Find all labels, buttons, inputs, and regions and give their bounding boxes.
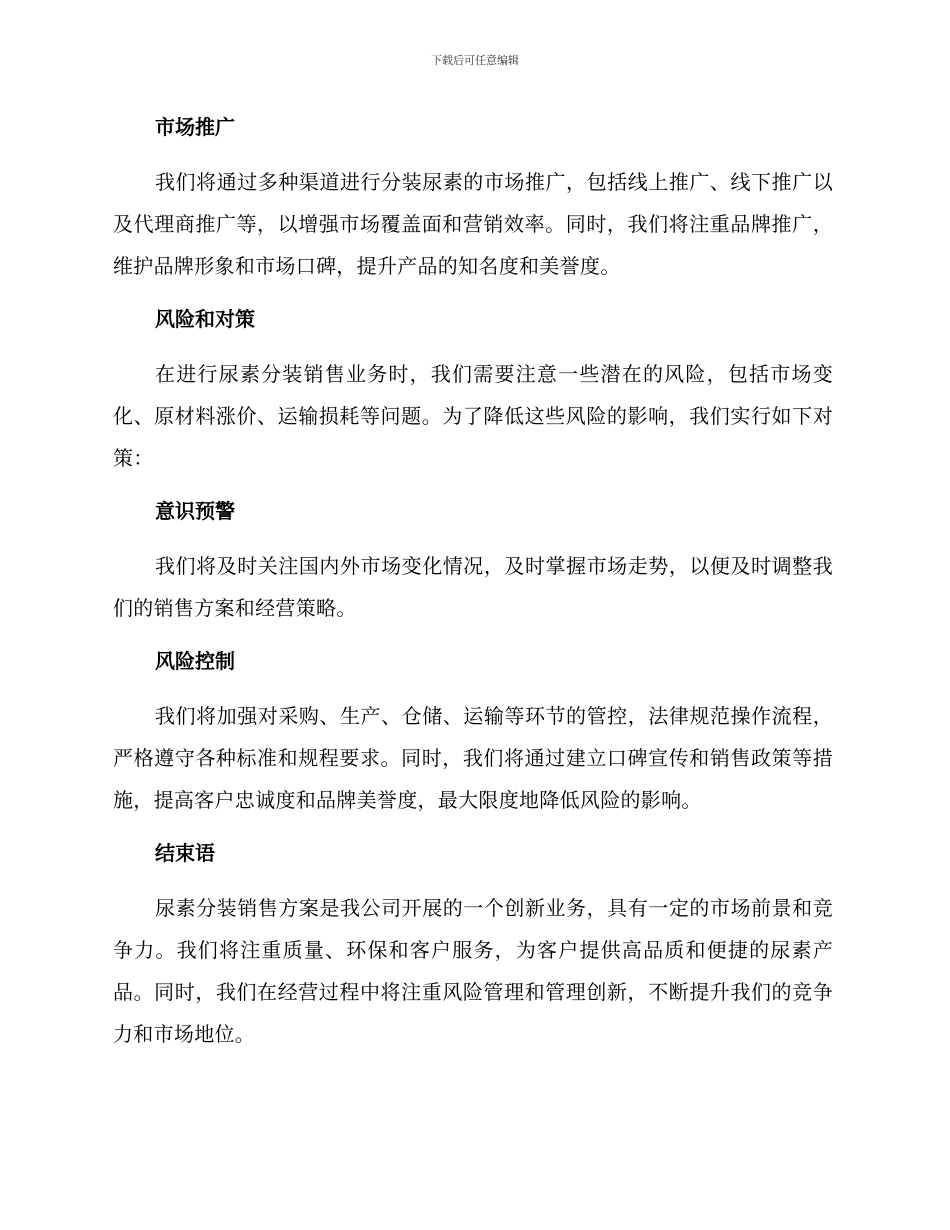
paragraph-conclusion: 尿素分装销售方案是我公司开展的一个创新业务，具有一定的市场前景和竞争力。我们将注重质量、环保和客户服务，为客户提供高品质和便捷的尿素产品。同时，我们在经营过程中将注重风险管理和管理创新，不断提升我们的竞争力和市场地位。	[113, 896, 833, 1046]
paragraph-early-warning: 我们将及时关注国内外市场变化情况，及时掌握市场走势，以便及时调整我们的销售方案和经营策略。	[113, 554, 833, 620]
section-heading-risks-countermeasures: 风险和对策	[155, 307, 255, 331]
section-heading-conclusion: 结束语	[155, 841, 215, 865]
page-header: 下载后可任意编辑	[431, 54, 519, 67]
paragraph-risk-control: 我们将加强对采购、生产、仓储、运输等环节的管控，法律规范操作流程，严格遵守各种标准和规程要求。同时，我们将通过建立口碑宣传和销售政策等措施，提高客户忠诚度和品牌美誉度，最大限度地降低风险的影响。	[113, 704, 833, 812]
section-heading-market-promotion: 市场推广	[155, 115, 235, 139]
section-heading-risk-control: 风险控制	[155, 649, 235, 673]
document-body	[113, 107, 833, 1055]
section-heading-early-warning: 意识预警	[155, 499, 235, 523]
paragraph-risks-countermeasures: 在进行尿素分装销售业务时，我们需要注意一些潜在的风险，包括市场变化、原材料涨价、运输损耗等问题。为了降低这些风险的影响，我们实行如下对策：	[113, 362, 833, 470]
paragraph-market-promotion: 我们将通过多种渠道进行分装尿素的市场推广，包括线上推广、线下推广以及代理商推广等，以增强市场覆盖面和营销效率。同时，我们将注重品牌推广，维护品牌形象和市场口碑，提升产品的知名度和美誉度。	[113, 170, 833, 278]
